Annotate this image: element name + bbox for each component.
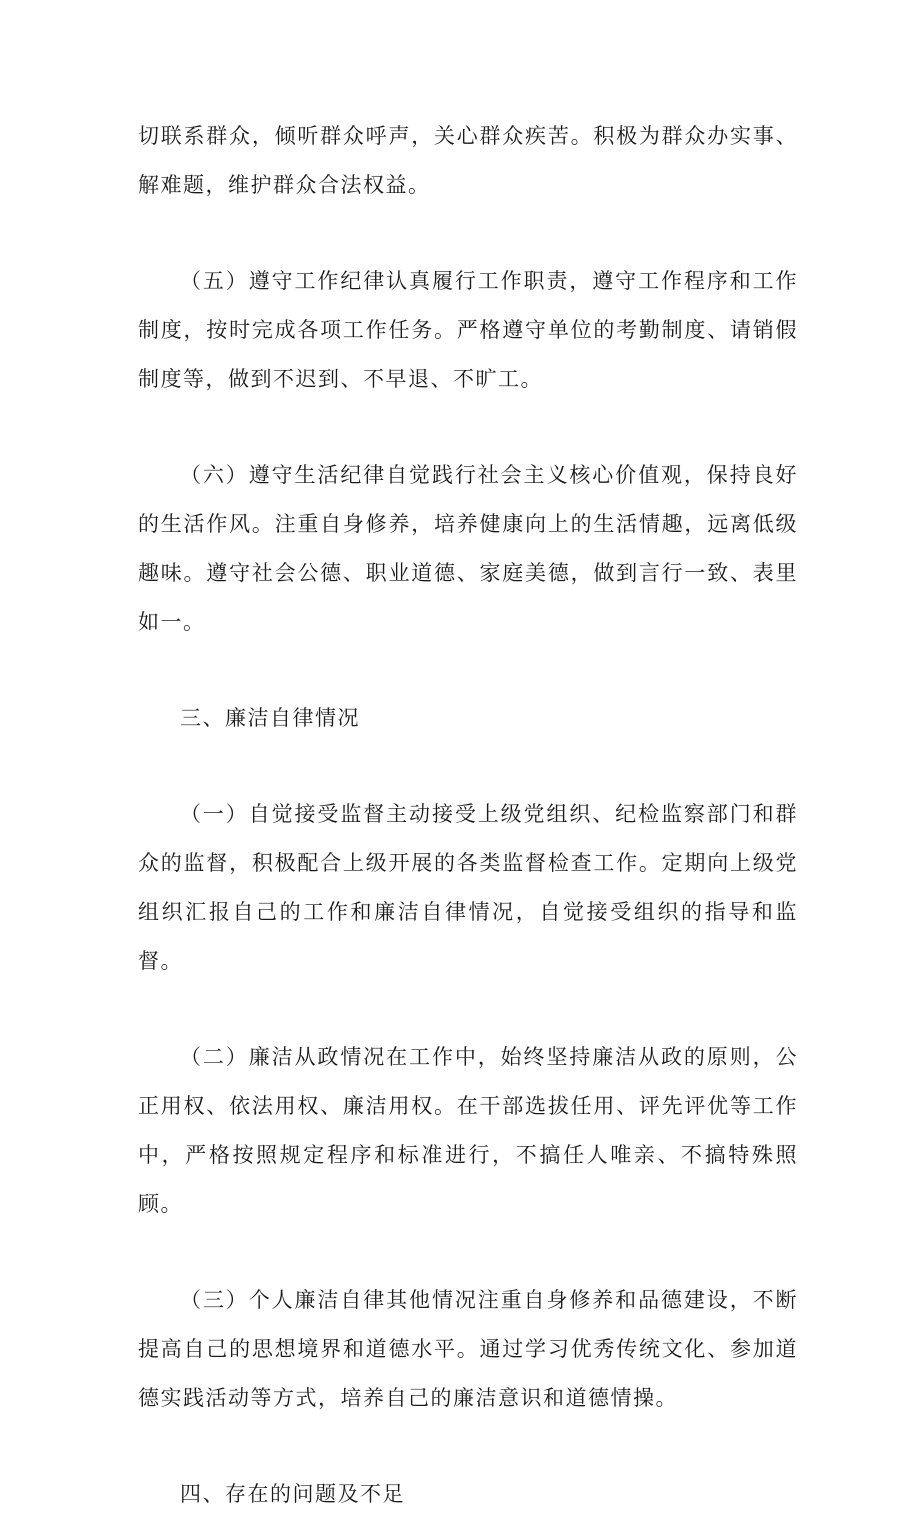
paragraph-contact-masses: 切联系群众，倾听群众呼声，关心群众疾苦。积极为群众办实事、解难题，维护群众合法权益。 <box>138 124 798 197</box>
paragraph-clean-govern: （二）廉洁从政情况在工作中，始终坚持廉洁从政的原则，公正用权、依法用权、廉洁用权。在干部选拔任用、评先评优等工作中，严格按照规定程序和标准进行，不搞任人唯亲、不搞特殊照顾。 <box>138 1045 798 1216</box>
section-heading-problems: 四、存在的问题及不足 <box>180 1482 405 1506</box>
document-body <box>138 112 798 1519</box>
paragraph-work-discipline: （五）遵守工作纪律认真履行工作职责，遵守工作程序和工作制度，按时完成各项工作任务。严格遵守单位的考勤制度、请销假制度等，做到不迟到、不早退、不旷工。 <box>138 269 798 391</box>
section-heading-integrity: 三、廉洁自律情况 <box>180 706 360 730</box>
paragraph-supervision: （一）自觉接受监督主动接受上级党组织、纪检监察部门和群众的监督，积极配合上级开展的各类监督检查工作。定期向上级党组织汇报自己的工作和廉洁自律情况，自觉接受组织的指导和监督。 <box>138 802 798 973</box>
paragraph-life-discipline: （六）遵守生活纪律自觉践行社会主义核心价值观，保持良好的生活作风。注重自身修养，培养健康向上的生活情趣，远离低级趣味。遵守社会公德、职业道德、家庭美德，做到言行一致、表里如一。 <box>138 463 798 634</box>
paragraph-personal-integrity: （三）个人廉洁自律其他情况注重自身修养和品德建设，不断提高自己的思想境界和道德水平。通过学习优秀传统文化、参加道德实践活动等方式，培养自己的廉洁意识和道德情操。 <box>138 1288 798 1410</box>
